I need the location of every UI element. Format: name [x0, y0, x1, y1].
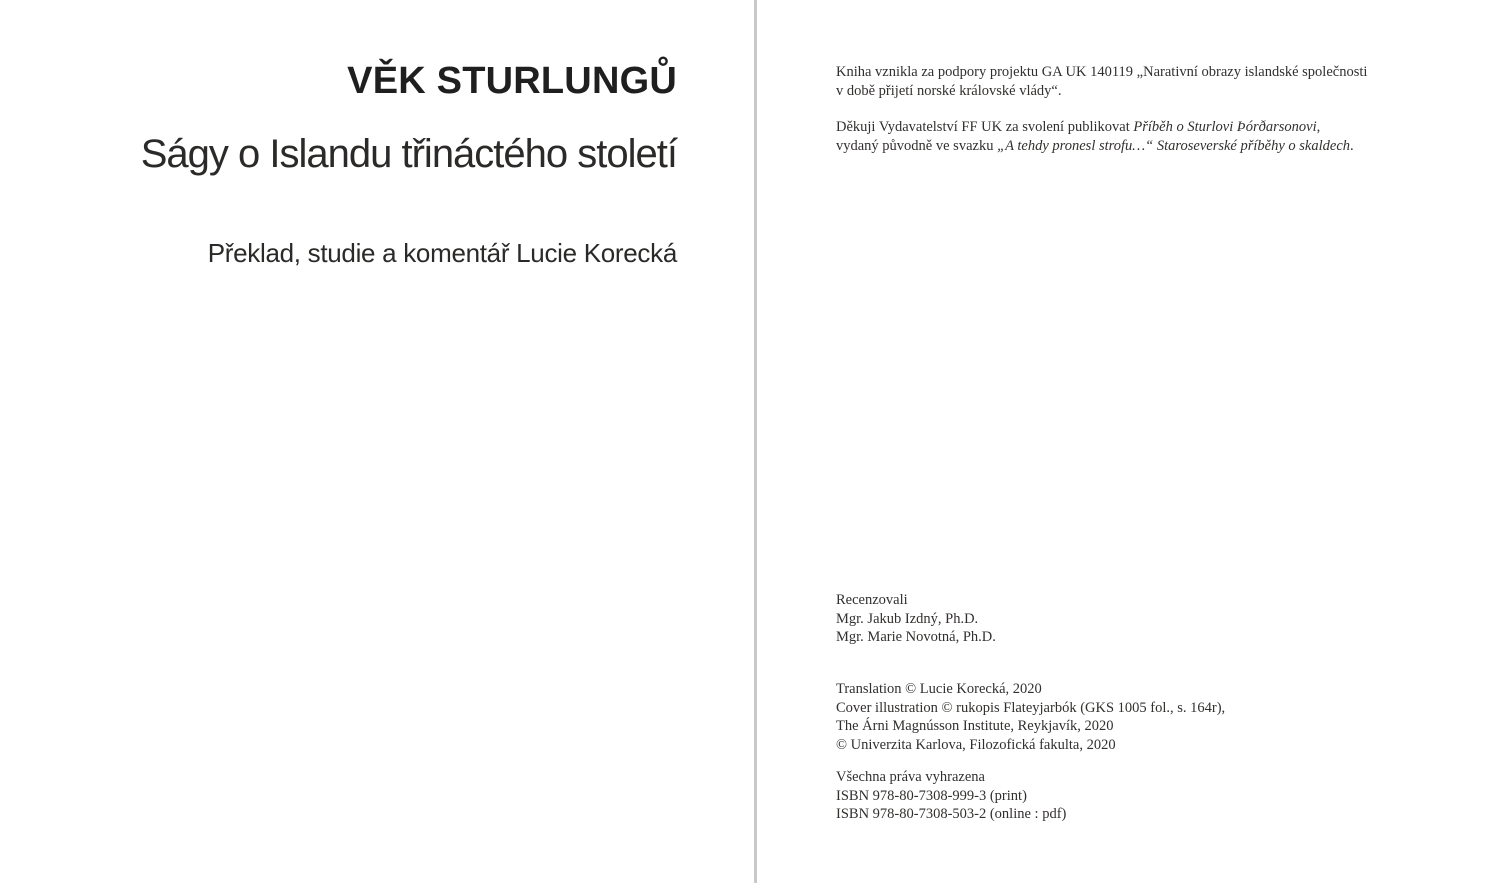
grant-note-line-1: Kniha vznikla za podpory projektu GA UK 140119 „Narativní obrazy islandské společnosti — [836, 64, 1368, 80]
work-title-italic: Příběh o Sturlovi Þórðarsonovi — [1133, 119, 1317, 135]
rights-notice: Všechna práva vyhrazena — [836, 769, 985, 785]
page-divider — [754, 0, 757, 883]
thanks-note-line-2 — [836, 137, 1396, 156]
text-segment: . — [1350, 137, 1354, 154]
isbn-print: ISBN 978-80-7308-999-3 (print) — [836, 787, 1027, 804]
thanks-note — [836, 118, 1396, 155]
cover-illustration-credit: Cover illustration © rukopis Flateyjarbók (GKS 1005 fol., s. 164r), — [836, 699, 1226, 716]
university-copyright: © Univerzita Karlova, Filozofická fakulta, 2020 — [836, 736, 1116, 753]
book-byline: Překlad, studie a komentář Lucie Korecká — [207, 238, 677, 268]
imprint-page — [836, 0, 1396, 883]
institute-credit: The Árni Magnússon Institute, Reykjavík, 2020 — [836, 718, 1114, 734]
reviewers-block — [836, 591, 1396, 647]
thanks-note-line-1 — [836, 118, 1396, 137]
reviewer-name-2: Mgr. Marie Novotná, Ph.D. — [836, 629, 996, 645]
grant-note-line-2: v době přijetí norské královské vlády“. — [836, 82, 1062, 99]
book-title: VĚK STURLUNGŮ — [347, 60, 677, 102]
title-page — [0, 0, 677, 883]
isbn-online: ISBN 978-80-7308-503-2 (online : pdf) — [836, 806, 1067, 822]
reviewers-heading: Recenzovali — [836, 592, 908, 608]
work-title-italic: „A tehdy pronesl strofu…“ Staroseverské příběhy o skaldech — [997, 137, 1350, 154]
text-segment: , — [1316, 119, 1321, 135]
reviewer-name-1: Mgr. Jakub Izdný, Ph.D. — [836, 610, 979, 627]
grant-note — [836, 63, 1396, 100]
book-subtitle: Ságy o Islandu třináctého století — [140, 132, 677, 176]
text-segment: vydaný původně ve svazku — [836, 137, 998, 154]
copyright-block — [836, 680, 1396, 754]
translation-credit: Translation © Lucie Korecká, 2020 — [836, 681, 1042, 697]
rights-block — [836, 768, 1396, 824]
text-segment: Děkuji Vydavatelství FF UK za svolení publikovat — [836, 119, 1134, 135]
